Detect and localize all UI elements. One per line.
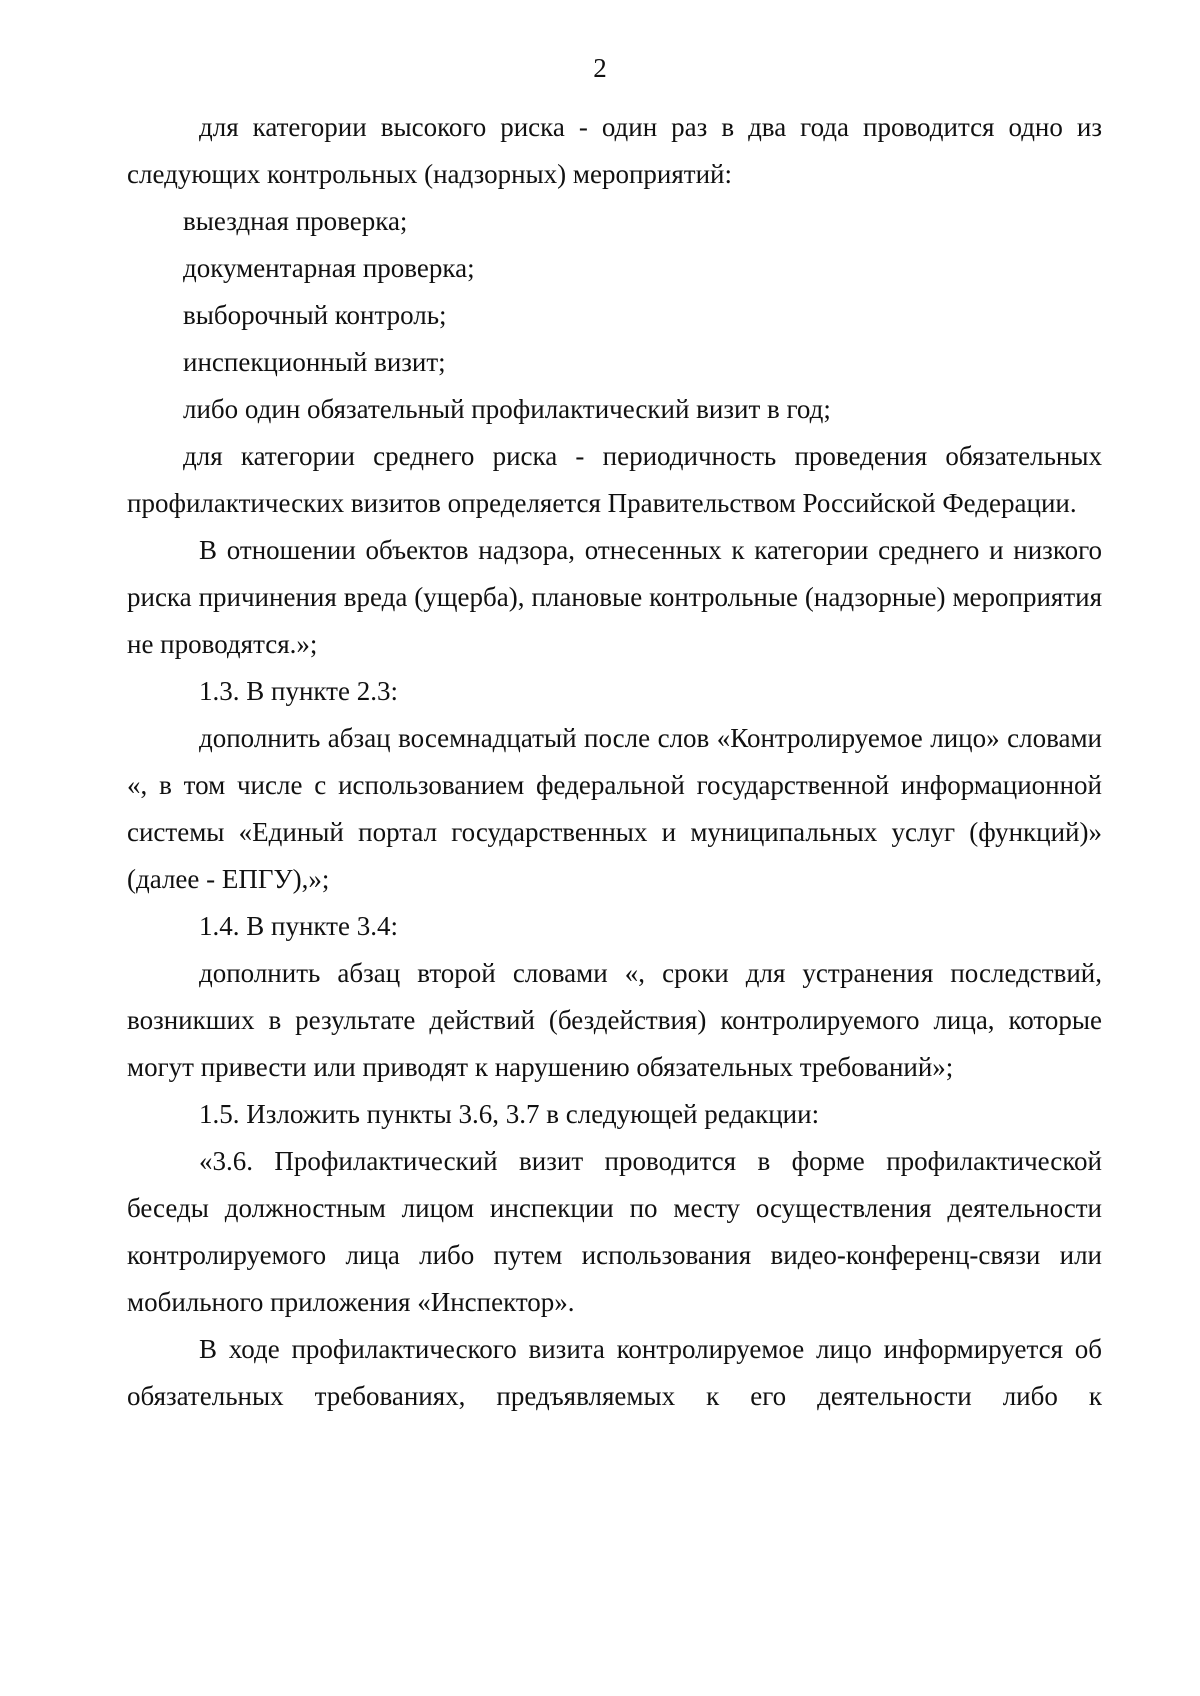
paragraph-visit-information: В ходе профилактического визита контролируемое лицо информируется об обязательных требованиях, предъявляемых к его деятельности либо к [127, 1334, 1102, 1411]
clause-1-4-text: дополнить абзац второй словами «, сроки для устранения последствий, возникших в результате действий (бездействия) контролируемого лица, которые могут привести или приводят к нарушению обязательных требований»; [127, 958, 1102, 1082]
clause-1-4-heading: 1.4. В пункте 3.4: [199, 911, 398, 941]
list-item-onsite-inspection: выездная проверка; [183, 206, 408, 236]
document-body [127, 104, 1102, 1420]
paragraph-medium-risk: для категории среднего риска - периодичность проведения обязательных профилактических визитов определяется Правительством Российской Федерации. [127, 441, 1102, 518]
list-item-selective-control: выборочный контроль; [183, 300, 447, 330]
list-item-preventive-visit: либо один обязательный профилактический визит в год; [183, 394, 831, 424]
clause-1-3-heading: 1.3. В пункте 2.3: [199, 676, 398, 706]
clause-1-5-heading: 1.5. Изложить пункты 3.6, 3.7 в следующей редакции: [199, 1099, 820, 1129]
paragraph-low-risk: В отношении объектов надзора, отнесенных к категории среднего и низкого риска причинения вреда (ущерба), плановые контрольные (надзорные) мероприятия не проводятся.»; [127, 535, 1102, 659]
paragraph-high-risk: для категории высокого риска - один раз в два года проводится одно из следующих контрольных (надзорных) мероприятий: [127, 112, 1102, 189]
list-item-documentary-inspection: документарная проверка; [183, 253, 475, 283]
page-number: 2 [593, 53, 607, 83]
clause-1-3-text: дополнить абзац восемнадцатый после слов «Контролируемое лицо» словами «, в том числе с использованием федеральной государственной информационной системы «Единый портал государственных и муниципальных услуг (функций)» (далее - ЕПГУ),»; [127, 723, 1102, 894]
list-item-inspection-visit: инспекционный визит; [183, 347, 446, 377]
clause-3-6-text: «3.6. Профилактический визит проводится в форме профилактической беседы должностным лицом инспекции по месту осуществления деятельности контролируемого лица либо путем использования видео-конференц-связи или мобильного приложения «Инспектор». [127, 1146, 1102, 1317]
